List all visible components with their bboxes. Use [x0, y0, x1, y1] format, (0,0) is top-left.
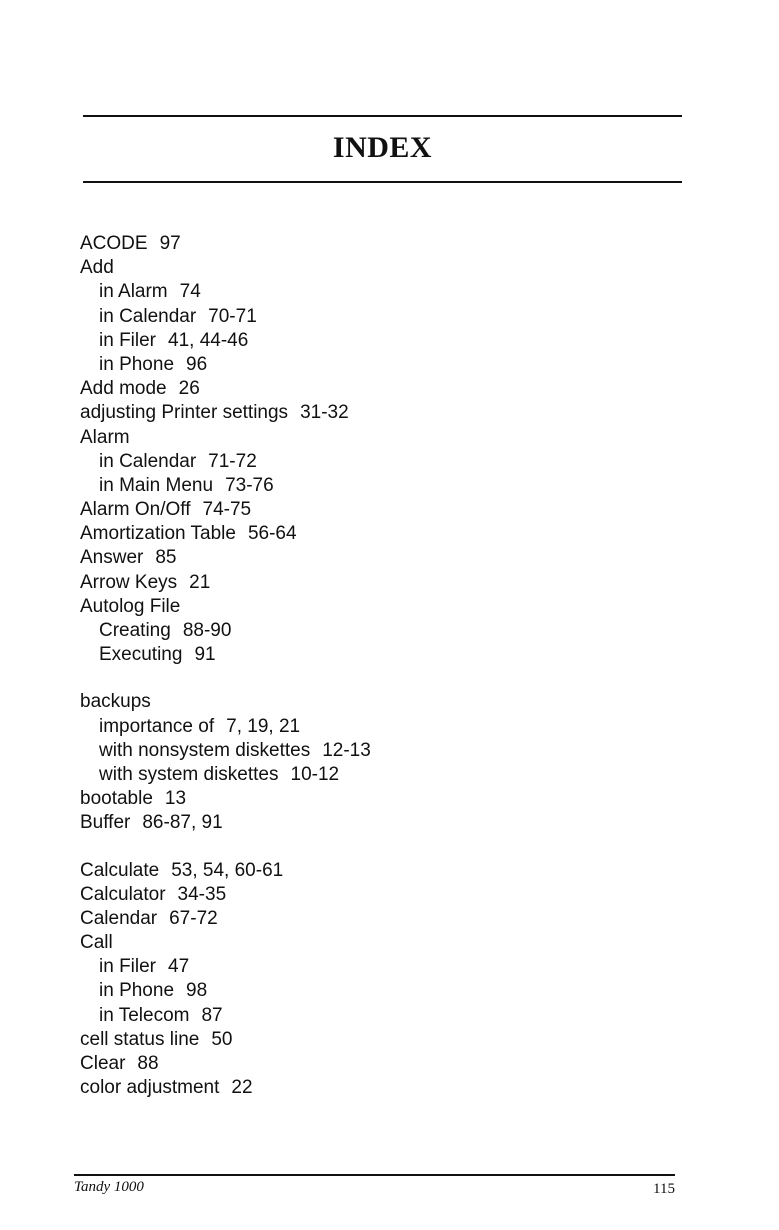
index-entry: [80, 883, 680, 907]
index-entry: [80, 571, 680, 595]
index-term: in Calendar: [99, 450, 197, 472]
index-term: in Filer: [99, 956, 157, 978]
index-subentry: [80, 619, 680, 643]
index-subentry: [80, 739, 680, 763]
index-entry: [80, 1028, 680, 1052]
index-term: adjusting Printer settings: [80, 402, 289, 424]
title-top-rule: [83, 115, 682, 117]
index-term: in Phone: [99, 980, 175, 1002]
index-term: cell status line: [80, 1028, 200, 1050]
footer-book-title: Tandy 1000: [74, 1179, 144, 1195]
index-page-refs: 10-12: [290, 763, 340, 785]
index-term: ACODE: [80, 233, 148, 254]
index-page-refs: 97: [159, 233, 181, 254]
index-subentry: [80, 1004, 680, 1028]
index-entry: [80, 522, 680, 546]
index-page-refs: 70-71: [208, 305, 257, 327]
index-entry: [80, 546, 680, 570]
index-term: Clear: [80, 1053, 126, 1074]
index-subentry: [80, 979, 680, 1003]
index-term: Executing: [99, 644, 183, 666]
index-subentry: [80, 643, 680, 667]
index-term: importance of: [99, 715, 215, 737]
index-page-refs: 12-13: [322, 739, 371, 761]
index-term: Autolog File: [80, 595, 181, 617]
index-entry: [80, 1076, 680, 1100]
index-term: in Filer: [99, 329, 157, 351]
index-term: bootable: [80, 788, 153, 810]
index-subentry: [80, 474, 680, 498]
index-subentry: [80, 329, 680, 353]
index-page-refs: 21: [189, 571, 211, 593]
index-page-refs: 86-87, 91: [142, 812, 223, 834]
index-term: backups: [80, 691, 151, 713]
index-term: Add: [80, 257, 114, 279]
index-page-refs: 47: [168, 956, 190, 978]
index-page-refs: 56-64: [247, 523, 297, 545]
index-page-refs: 71-72: [208, 450, 257, 472]
index-subentry: [80, 450, 680, 474]
index-term: Call: [80, 932, 113, 954]
index-page-refs: 85: [155, 547, 177, 569]
index-entry: [80, 1052, 680, 1076]
index-entry: [80, 690, 680, 714]
index-term: Add mode: [80, 378, 167, 400]
index-term: Amortization Table: [80, 523, 236, 545]
index-term: with system diskettes: [99, 763, 279, 785]
page-number: 115: [653, 1181, 675, 1197]
index-page-refs: 26: [178, 378, 200, 400]
page-title: INDEX: [332, 131, 433, 164]
index-term: Alarm: [80, 426, 130, 448]
index-term: in Telecom: [99, 1004, 190, 1026]
index-term: color adjustment: [80, 1077, 220, 1099]
index-page-refs: 67-72: [169, 907, 218, 929]
index-term: Buffer: [80, 812, 131, 834]
index-term: Calculator: [80, 883, 166, 905]
index-page-refs: 96: [186, 353, 208, 375]
index-term: Arrow Keys: [80, 571, 178, 593]
index-page-refs: 7, 19, 21: [226, 715, 301, 737]
footer-rule: [74, 1174, 675, 1176]
index-page-refs: 73-76: [225, 474, 274, 496]
index-term: Creating: [99, 620, 171, 641]
index-subentry: [80, 305, 680, 329]
index-entry: [80, 811, 680, 835]
index-term: in Main Menu: [99, 474, 214, 496]
index-term: in Calendar: [99, 305, 197, 327]
index-page-refs: 91: [194, 644, 216, 666]
index-entry: [80, 859, 680, 883]
index-page-refs: 13: [164, 788, 187, 810]
index-page-refs: 22: [231, 1077, 253, 1099]
index-page-refs: 41, 44-46: [168, 329, 249, 351]
index-page-refs: 74-75: [202, 499, 252, 521]
index-page-refs: 88: [137, 1053, 159, 1074]
index-page-refs: 31-32: [300, 402, 349, 424]
index-term: Calculate: [80, 859, 160, 881]
index-term: in Alarm: [99, 281, 168, 303]
index-subentry: [80, 955, 680, 979]
index-page-refs: 53, 54, 60-61: [171, 859, 284, 881]
index-subentry: [80, 763, 680, 787]
title-bottom-rule: [83, 181, 682, 183]
index-term: Answer: [80, 547, 144, 569]
index-entry: [80, 787, 680, 811]
index-subentry: [80, 715, 680, 739]
index-term: Calendar: [80, 907, 158, 929]
index-page-refs: 50: [211, 1028, 233, 1050]
index-term: with nonsystem diskettes: [99, 739, 311, 761]
index-entry: [80, 595, 680, 619]
index-subentry: [80, 280, 680, 304]
index-entry: [80, 907, 680, 931]
index-entries-list: [80, 232, 680, 1100]
index-entry: [80, 426, 680, 450]
index-page-refs: 87: [201, 1004, 223, 1026]
index-page-refs: 98: [186, 980, 208, 1002]
index-page-refs: 34-35: [177, 883, 227, 905]
index-entry: [80, 232, 680, 256]
index-entry: [80, 256, 680, 280]
index-term: Alarm On/Off: [80, 499, 191, 521]
index-page-refs: 88-90: [182, 620, 232, 641]
index-entry: [80, 931, 680, 955]
index-entry: [80, 377, 680, 401]
index-page-refs: 74: [179, 281, 201, 303]
index-term: in Phone: [99, 353, 175, 375]
index-entry: [80, 498, 680, 522]
index-entry: [80, 401, 680, 425]
index-subentry: [80, 353, 680, 377]
